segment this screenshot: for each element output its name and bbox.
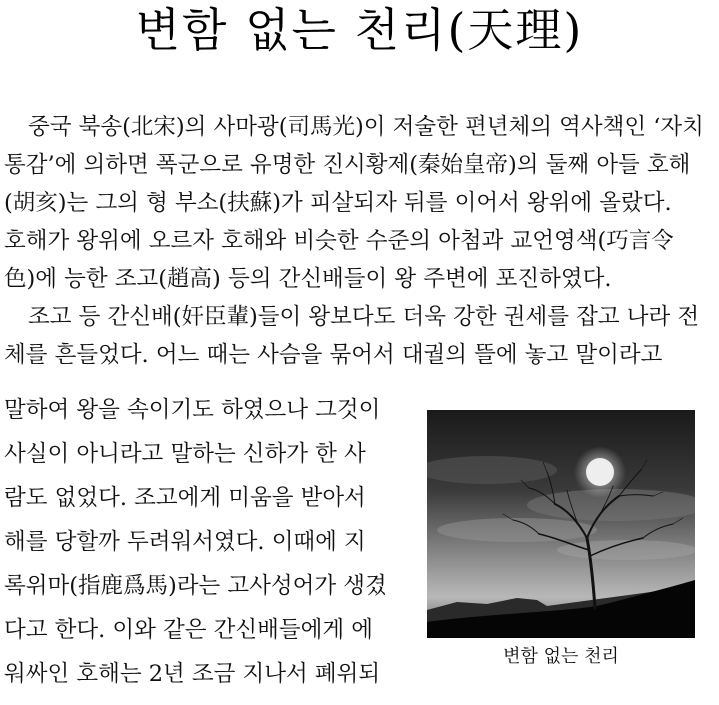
photo-illustration [427, 410, 695, 638]
paragraph-2 [4, 298, 710, 336]
body-paragraphs [4, 108, 710, 374]
paragraph-line: 말하여 왕을 속이기도 하였으나 그것이 [4, 397, 381, 423]
figure-caption: 변함 없는 천리 [503, 646, 619, 667]
wrapped-paragraph [4, 388, 396, 696]
paragraph-line: 호해가 왕위에 오르자 호해와 비슷한 수준의 아첨과 교언영색(巧言令 [4, 228, 674, 254]
paragraph-1 [4, 108, 710, 146]
moon-icon [586, 458, 614, 486]
paragraph-line: 해를 당할까 두려워서였다. 이때에 지 [4, 529, 366, 555]
page-title: 변함 없는 천리(天理) [135, 3, 584, 57]
paragraph-line: 色)에 능한 조고(趙高) 등의 간신배들이 왕 주변에 포진하였다. [4, 266, 612, 292]
moon-tree-night-photo [427, 410, 695, 638]
paragraph-line: 조고 등 간신배(奸臣輩)들이 왕보다도 더욱 강한 권세를 잡고 나라 전 [28, 304, 700, 330]
paragraph-line: 록위마(指鹿爲馬)라는 고사성어가 생겼 [4, 573, 387, 599]
paragraph-line: 통감’에 의하면 폭군으로 유명한 진시황제(秦始皇帝)의 둘째 아들 호해 [4, 152, 691, 178]
paragraph-line: 중국 북송(北宋)의 사마광(司馬光)이 저술한 편년체의 역사책인 ‘자치 [28, 114, 704, 140]
paragraph-line: 다고 한다. 이와 같은 간신배들에게 에 [4, 617, 373, 643]
paragraph-line: 워싸인 호해는 2년 조금 지나서 폐위되 [4, 661, 381, 687]
paragraph-line: 람도 없었다. 조고에게 미움을 받아서 [4, 485, 366, 511]
paragraph-line: 체를 흔들었다. 어느 때는 사슴을 묶어서 대궐의 뜰에 놓고 말이라고 [4, 342, 663, 368]
paragraph-line: (胡亥)는 그의 형 부소(扶蘇)가 피살되자 뒤를 이어서 왕위에 올랐다. [4, 190, 672, 216]
paragraph-line: 사실이 아니라고 말하는 신하가 한 사 [4, 441, 366, 467]
